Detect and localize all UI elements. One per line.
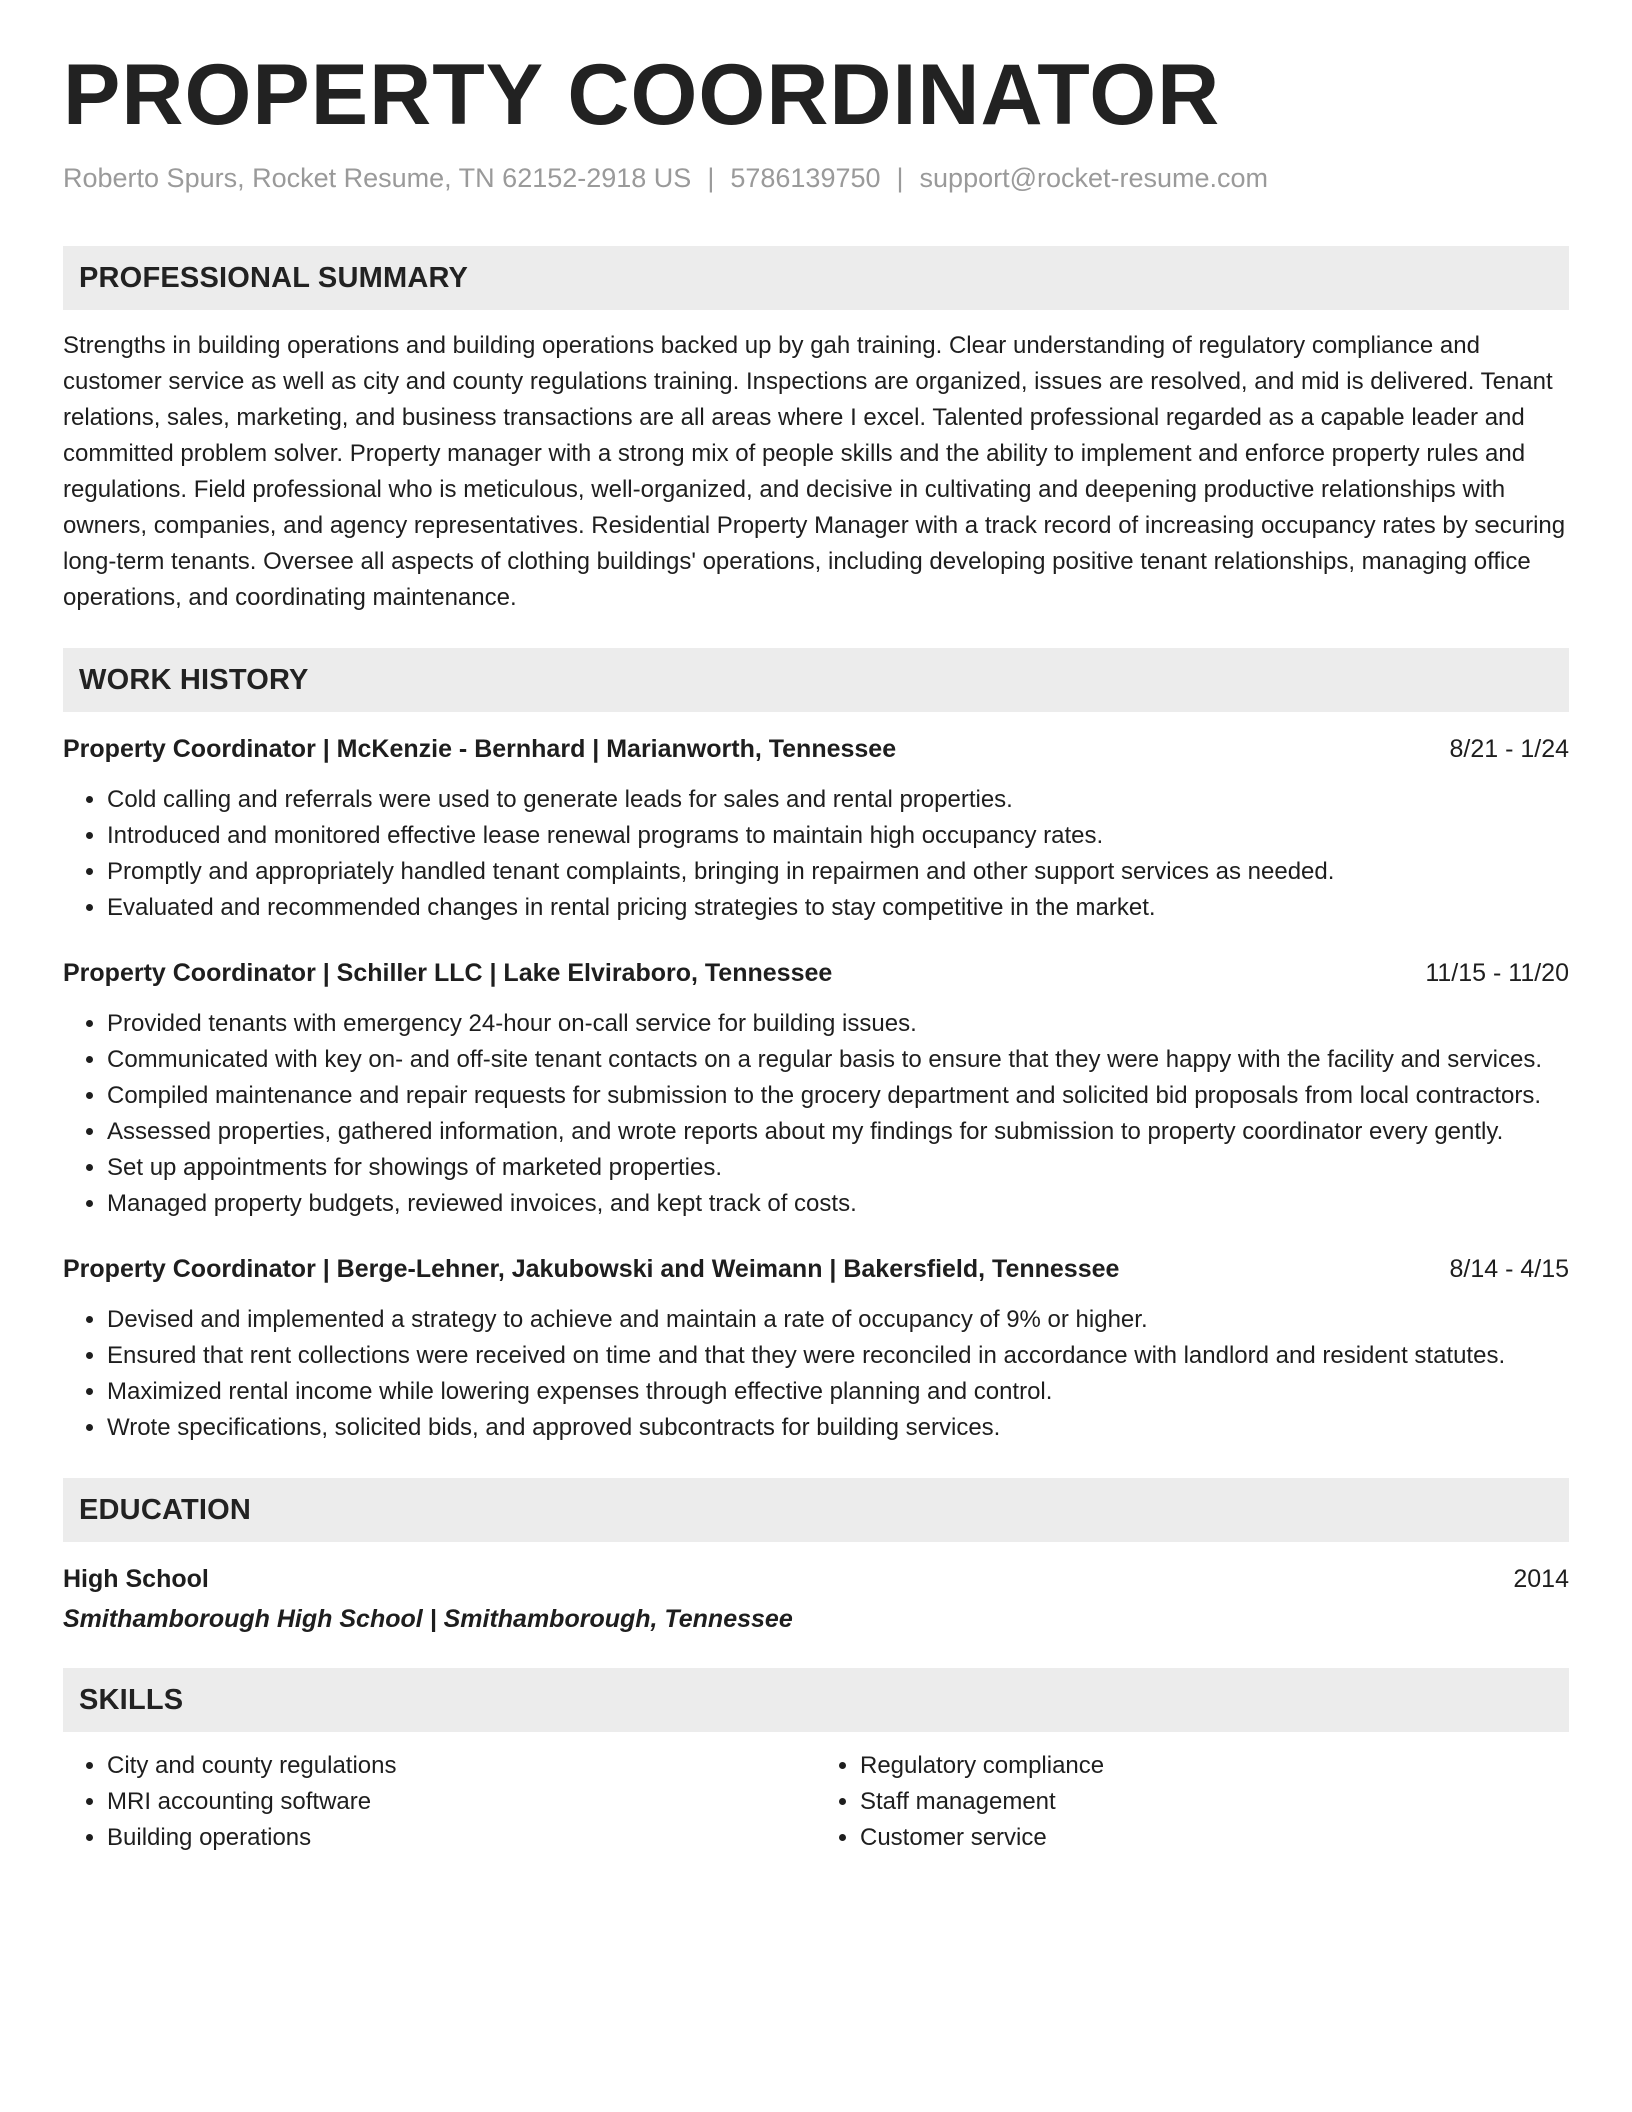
job-bullets bbox=[63, 782, 1569, 926]
job-title: Property Coordinator | Berge-Lehner, Jakubowski and Weimann | Bakersfield, Tennessee bbox=[63, 1255, 1120, 1284]
contact-separator: | bbox=[896, 163, 904, 193]
contact-phone: 5786139750 bbox=[730, 163, 881, 193]
list-item: • Managed property budgets, reviewed invoices, and kept track of costs. bbox=[107, 1186, 1569, 1222]
contact-line bbox=[63, 162, 1569, 194]
education-year: 2014 bbox=[1513, 1565, 1569, 1594]
list-item: • Customer service bbox=[860, 1820, 1569, 1856]
job-entry bbox=[63, 956, 1569, 1222]
job-title: Property Coordinator | Schiller LLC | Lake Elviraboro, Tennessee bbox=[63, 959, 833, 988]
list-item: • Wrote specifications, solicited bids, and approved subcontracts for building services. bbox=[107, 1410, 1569, 1446]
job-bullets bbox=[63, 1302, 1569, 1446]
job-dates: 8/21 - 1/24 bbox=[1449, 735, 1569, 764]
job-dates: 8/14 - 4/15 bbox=[1449, 1255, 1569, 1284]
job-header bbox=[63, 956, 1569, 990]
education-header bbox=[63, 1562, 1569, 1596]
list-item: • Assessed properties, gathered information, and wrote reports about my findings for submission to property coordinator every gently. bbox=[107, 1114, 1569, 1150]
job-entry bbox=[63, 1252, 1569, 1446]
list-item: • Compiled maintenance and repair requests for submission to the grocery department and solicited bid proposals from local contractors. bbox=[107, 1078, 1569, 1114]
list-item: • Staff management bbox=[860, 1784, 1569, 1820]
education-school: Smithamborough High School | Smithamborough, Tennessee bbox=[63, 1605, 793, 1634]
page-title: PROPERTY COORDINATOR bbox=[63, 47, 1221, 143]
list-item: • MRI accounting software bbox=[107, 1784, 816, 1820]
contact-address: Roberto Spurs, Rocket Resume, TN 62152-2918 US bbox=[63, 163, 692, 193]
list-item: • Ensured that rent collections were received on time and that they were reconciled in accordance with landlord and resident statutes. bbox=[107, 1338, 1569, 1374]
section-header-work-history bbox=[63, 648, 1569, 712]
list-item: • Provided tenants with emergency 24-hour on-call service for building issues. bbox=[107, 1006, 1569, 1042]
job-dates: 11/15 - 11/20 bbox=[1425, 959, 1569, 988]
skills-column-right bbox=[816, 1748, 1569, 1856]
section-title: EDUCATION bbox=[79, 1493, 252, 1526]
job-bullets bbox=[63, 1006, 1569, 1222]
section-header-education bbox=[63, 1478, 1569, 1542]
section-header-skills bbox=[63, 1668, 1569, 1732]
section-header-summary bbox=[63, 246, 1569, 310]
skills-list bbox=[816, 1748, 1569, 1856]
list-item: • Devised and implemented a strategy to achieve and maintain a rate of occupancy of 9% or higher. bbox=[107, 1302, 1569, 1338]
job-entry bbox=[63, 732, 1569, 926]
list-item: • Maximized rental income while lowering expenses through effective planning and control. bbox=[107, 1374, 1569, 1410]
summary-paragraph: Strengths in building operations and building operations backed up by gah training. Clear understanding of regulatory compliance and customer service as well as city and county regulations training. Inspections are organized, issues are resolved, and mid is delivered. Tenant relations, sales, marketing, and business transactions are all areas where I excel. Talented professional regarded as a capable leader and committed problem solver. Property manager with a strong mix of people skills and the ability to implement and enforce property rules and regulations. Field professional who is meticulous, well-organized, and decisive in cultivating and deepening productive relationships with owners, companies, and agency representatives. Residential Property Manager with a track record of increasing occupancy rates by securing long-term tenants. Oversee all aspects of clothing buildings' operations, including developing positive tenant relationships, managing office operations, and coordinating maintenance. bbox=[63, 332, 1566, 612]
skills-grid bbox=[63, 1748, 1569, 1856]
list-item: • Regulatory compliance bbox=[860, 1748, 1569, 1784]
job-header bbox=[63, 1252, 1569, 1286]
contact-separator: | bbox=[707, 163, 715, 193]
section-title: PROFESSIONAL SUMMARY bbox=[79, 261, 469, 294]
list-item: • Cold calling and referrals were used to generate leads for sales and rental properties. bbox=[107, 782, 1569, 818]
skills-list bbox=[63, 1748, 816, 1856]
list-item: • Set up appointments for showings of marketed properties. bbox=[107, 1150, 1569, 1186]
list-item: • Building operations bbox=[107, 1820, 816, 1856]
job-title: Property Coordinator | McKenzie - Bernhard | Marianworth, Tennessee bbox=[63, 735, 897, 764]
section-title: WORK HISTORY bbox=[79, 663, 309, 696]
education-degree: High School bbox=[63, 1565, 209, 1594]
list-item: • Communicated with key on- and off-site tenant contacts on a regular basis to ensure that they were happy with the facility and services. bbox=[107, 1042, 1569, 1078]
list-item: • Evaluated and recommended changes in rental pricing strategies to stay competitive in the market. bbox=[107, 890, 1569, 926]
skills-column-left bbox=[63, 1748, 816, 1856]
contact-email: support@rocket-resume.com bbox=[919, 163, 1269, 193]
job-header bbox=[63, 732, 1569, 766]
list-item: • Promptly and appropriately handled tenant complaints, bringing in repairmen and other support services as needed. bbox=[107, 854, 1569, 890]
section-title: SKILLS bbox=[79, 1683, 184, 1716]
list-item: • City and county regulations bbox=[107, 1748, 816, 1784]
list-item: • Introduced and monitored effective lease renewal programs to maintain high occupancy rates. bbox=[107, 818, 1569, 854]
